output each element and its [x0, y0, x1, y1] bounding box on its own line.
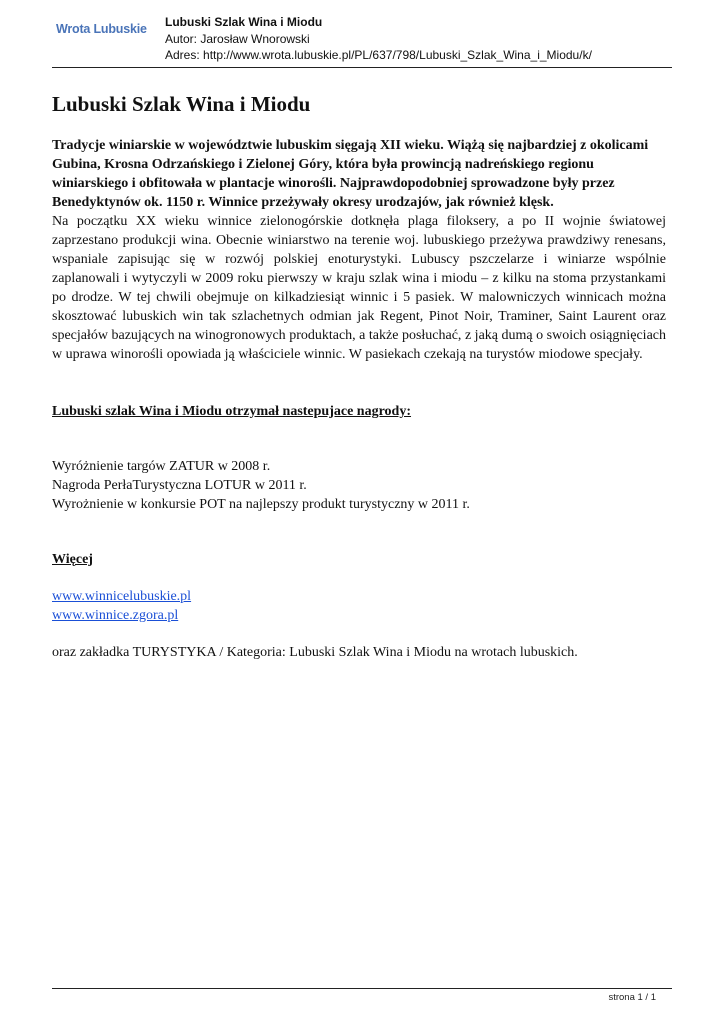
award-item: Wyrożnienie w konkursie POT na najlepszy produkt turystyczny w 2011 r.: [52, 497, 470, 512]
document-header: [52, 14, 672, 68]
header-address: Adres: http://www.wrota.lubuskie.pl/PL/637/798/Lubuski_Szlak_Wina_i_Miodu/k/: [165, 48, 592, 62]
site-logo: Wrota Lubuskie: [56, 22, 147, 36]
document-meta: [165, 14, 592, 64]
article-title: Lubuski Szlak Wina i Miodu: [52, 92, 311, 116]
closing-text: oraz zakładka TURYSTYKA / Kategoria: Lubuski Szlak Wina i Miodu na wrotach lubuskich.: [52, 645, 578, 660]
link-winnice-zgora[interactable]: www.winnice.zgora.pl: [52, 608, 179, 623]
award-item: Wyróżnienie targów ZATUR w 2008 r.: [52, 459, 271, 474]
links-list: [52, 587, 666, 625]
awards-list: [52, 457, 666, 514]
awards-heading: Lubuski szlak Wina i Miodu otrzymał nastepujace nagrody:: [52, 404, 412, 419]
header-author: Autor: Jarosław Wnorowski: [165, 31, 310, 46]
header-divider: [52, 67, 672, 68]
award-item: Nagroda PerłaTurystyczna LOTUR w 2011 r.: [52, 478, 307, 493]
link-winnicelubuskie[interactable]: www.winnicelubuskie.pl: [52, 589, 192, 604]
article-body: Na początku XX wieku winnice zielonogórskie dotknęła plaga filoksery, a po II wojnie światowej zaprzestano produkcji wina. Obecnie winiarstwo na terenie woj. lubuskiego przeżywa prawdziwy renesans, wspaniale zapisując się w rozwój polskiej enoturystyki. Lubuscy pszczelarze i winiarze wspólnie zaplanowali i wytyczyli w 2009 roku pierwszy w kraju szlak wina i miodu – z kilku na stoma przystankami po drodze. W tej chwili obejmuje on kilkadziesiąt winnic i 5 pasiek. W malowniczych winnicach można skosztować lubuskich win tak szlachetnych odmian jak Regent, Pinot Noir, Traminer, Saint Laurent oraz specjałów bazujących na winogronowych produktach, a także posłuchać, z jaką dumą o swoich osiągnięciach w uprawa winorośli opowiada ją właściciele winnic. W pasiekach czekają na turystów miodowe specjały.: [52, 214, 666, 362]
footer-divider: [52, 988, 672, 989]
page-number: strona 1 / 1: [608, 992, 656, 1003]
article-content: [52, 90, 666, 662]
header-doc-title: Lubuski Szlak Wina i Miodu: [165, 15, 323, 29]
more-heading: Więcej: [52, 552, 93, 567]
article-lead: Tradycje winiarskie w województwie lubuskim sięgają XII wieku. Wiążą się najbardziej z okolicami Gubina, Krosna Odrzańskiego i Zielonej Góry, która była prowincją nadreńskiego regionu winiarskiego i obfitowała w plantacje winorośli. Najprawdopodobniej sprowadzone były przez Benedyktynów ok. 1150 r. Winnice przeżywały okresy urodzajów, jak również klęsk.: [52, 138, 649, 210]
